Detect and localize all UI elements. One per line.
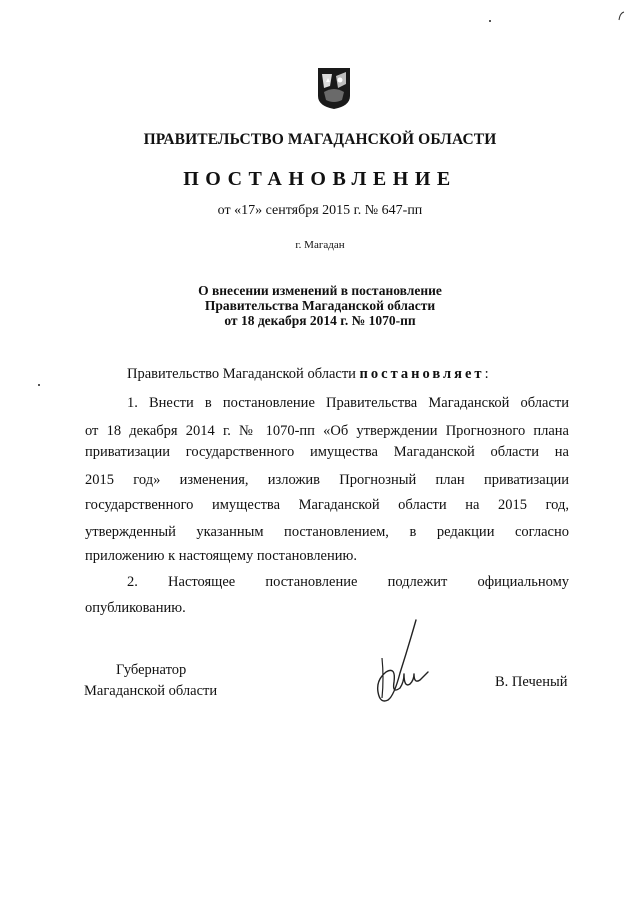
subject-line: О внесении изменений в постановление (198, 283, 442, 298)
signatory-title (84, 660, 217, 702)
signatory-title-line: Губернатор (116, 662, 187, 678)
government-name: ПРАВИТЕЛЬСТВО МАГАДАНСКОЙ ОБЛАСТИ (143, 131, 497, 148)
signatory-title-line: Магаданской области (84, 683, 218, 699)
item1-line: утвержденный указанным постановлением, в редакции согласно (85, 524, 569, 540)
intro-paragraph (85, 366, 489, 383)
item1-line: приватизации государственного имущества Магаданской области на (85, 444, 569, 460)
date-number: от «17» сентября 2015 г. № 647-пп (217, 203, 423, 218)
document-type: ПОСТАНОВЛЕНИЕ (183, 168, 457, 190)
item1-line: 2015 год» изменения, изложив Прогнозный план приватизации (85, 472, 569, 488)
document-body (85, 0, 569, 905)
subject-line: Правительства Магаданской области (204, 298, 436, 313)
intro-text: Правительство Магаданской области (127, 366, 356, 382)
item1-line: государственного имущества Магаданской области на 2015 год, (85, 497, 569, 513)
item2-line: опубликованию. (85, 600, 186, 616)
handwritten-signature-icon (370, 618, 432, 708)
intro-decision-word: постановляет (359, 366, 485, 382)
item2-line: 2. Настоящее постановление подлежит официальному (127, 574, 569, 590)
item1-line: от 18 декабря 2014 г. № 1070-пп «Об утверждении Прогнозного плана (85, 423, 569, 439)
item1-line: 1. Внести в постановление Правительства Магаданской области (127, 395, 569, 411)
corner-mark (617, 8, 625, 18)
signatory-name: В. Печеный (495, 674, 568, 690)
item1-line: приложению к настоящему постановлению. (85, 548, 357, 564)
city: г. Магадан (295, 239, 345, 251)
subject-line: от 18 декабря 2014 г. № 1070-пп (224, 313, 416, 328)
intro-colon: : (484, 366, 489, 382)
scan-speck (38, 384, 40, 386)
